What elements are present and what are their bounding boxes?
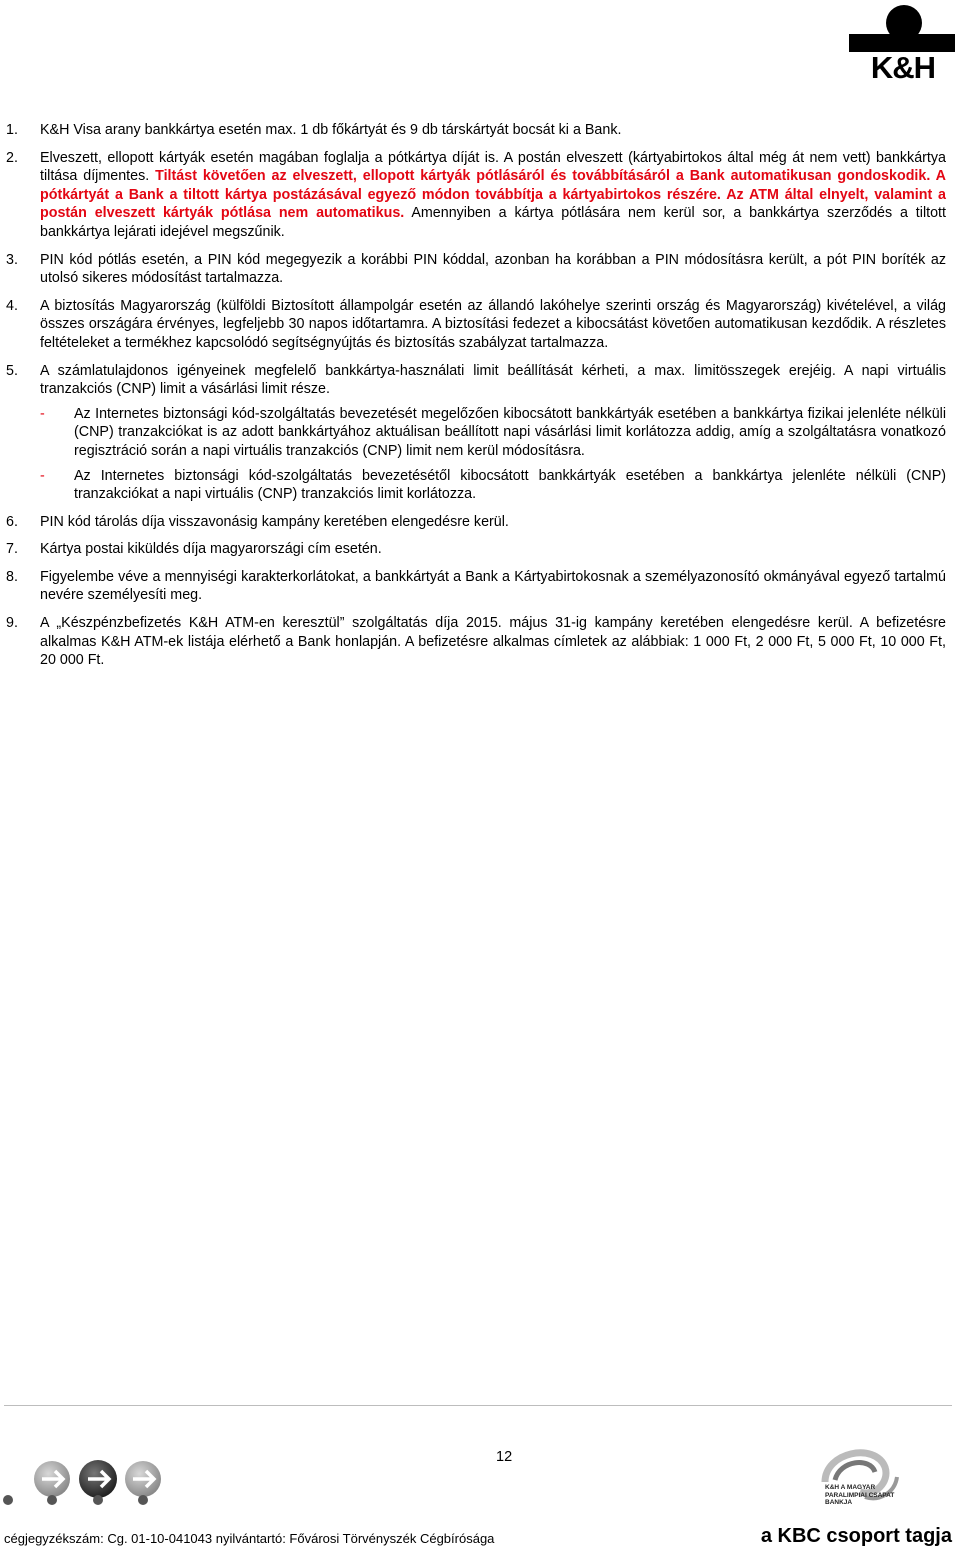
- note-text: K&H Visa arany bankkártya esetén max. 1 db főkártyát és 9 db társkártyát bocsát ki a Bank.: [40, 122, 622, 138]
- note-number: 7.: [6, 541, 18, 558]
- note-highlight: Tiltást követően az elveszett, ellopott kártyák pótlásáról és továbbításáról a Bank automatikusan gondoskodik. A pótkártyát a Bank a tiltott kártya postázásával egyező módon továbbítja a kártyabirtokos részére. Az ATM által elnyelt, valamint a postán elveszett kártyák pótlása nem automatikus.: [40, 168, 947, 222]
- note-number: 2.: [6, 149, 18, 166]
- kh-logo: [848, 2, 958, 86]
- note-number: 4.: [6, 297, 18, 314]
- note-number: 9.: [6, 615, 18, 632]
- note-text: Kártya postai kiküldés díja magyarországi cím esetén.: [40, 541, 382, 558]
- note-number: 8.: [6, 568, 18, 585]
- note-text: A biztosítás Magyarország (külföldi Biztosított állampolgár esetén az állandó lakóhelye szerinti ország és Magyarország) kivételével, a világ összes országára érvényes, legfeljebb 30 napos időtartamra. A biztosítási fedezet a kibocsátást követően automatikusan kezdődik. A részletes feltételeket a termékhez kapcsolódó segítségnyújtás és biztosítás szabályzat tartalmazza.: [40, 297, 946, 351]
- note-number: 5.: [6, 362, 18, 379]
- page-number: 12: [496, 1449, 513, 1465]
- note-number: 1.: [6, 122, 18, 138]
- note-text: Elveszett, ellopott kártyák esetén magában foglalja a pótkártya díját is. A postán elveszett (kártyabirtokos által még át nem vett) bankkártya tiltása díjmentes.: [40, 149, 946, 185]
- note-text: A „Készpénzbefizetés K&H ATM-en keresztül” szolgáltatás díja 2015. május 31-ig kampány keretében elengedésre kerül. A befizetésre alkalmas K&H ATM-ek listája elérhető a Bank honlapján. A befizetésre alkalmas címletek az alábbiak: 1 000 Ft, 2 000 Ft, 5 000 Ft, 10 000 Ft, 20 000 Ft.: [40, 615, 946, 669]
- note-number: 3.: [6, 251, 18, 268]
- note-text: PIN kód pótlás esetén, a PIN kód megegyezik a korábbi PIN kóddal, azonban ha korábban a PIN módosításra került, a pót PIN boríték az utolsó sikeres módosítást tartalmazza.: [40, 251, 946, 287]
- registration-info: cégjegyzékszám: Cg. 01-10-041043 nyilvántartó: Fővárosi Törvényszék Cégbírósága: [4, 1531, 495, 1546]
- fee-notes: [6, 121, 946, 679]
- note-1: [6, 121, 946, 140]
- note-text: Figyelembe véve a mennyiségi karakterkorlátokat, a bankkártyát a Bank a Kártyabirtokosnak a személyazonosító okmányával egyező tartalmú nevére személyesíti meg.: [40, 568, 946, 604]
- note-text: Amennyiben a kártya pótlására nem kerül sor, a bankkártya szerződés a tiltott bankkártya lejárati idejével megszűnik.: [40, 205, 946, 240]
- paralympic-swirl-icon: [805, 1442, 905, 1522]
- emblem-text: K&H A MAGYAR PARALIMPIAI CSAPAT BANKJA: [825, 1484, 895, 1506]
- note-text: PIN kód tárolás díja visszavonásig kampány keretében elengedésre kerül.: [40, 513, 509, 530]
- sub-note-2: [40, 467, 946, 504]
- note-6: [6, 513, 946, 532]
- note-number: 6.: [6, 513, 18, 530]
- paralympic-emblem: [805, 1442, 905, 1522]
- sub-note-text: Az Internetes biztonsági kód-szolgáltatás bevezetését megelőzően kibocsátott bankkártyák esetében a bankkártya fizikai jelenléte nélküli (CNP) tranzakciókat is az adott bankkártyához aktuálisan beállított napi vásárlási limit korlátozza addig, amíg a szolgáltatásra vonatkozó regisztráció során a napi virtuális tranzakciós (CNP) limit nem kerül módosításra.: [74, 405, 946, 459]
- note-5: [6, 362, 946, 504]
- dash-bullet: -: [40, 405, 45, 422]
- logo-text: K&H: [870, 50, 936, 85]
- arrow-circles-icon: [0, 1455, 200, 1515]
- note-4: [6, 297, 946, 353]
- note-text: A számlatulajdonos igényeinek megfelelő bankkártya-használati limit beállítását kérheti, a max. limitösszegek erejéig. A napi virtuális tranzakciós (CNP) limit a vásárlási limit része.: [40, 362, 946, 398]
- footer-arrows: [0, 1455, 200, 1515]
- sub-note-text: Az Internetes biztonsági kód-szolgáltatás bevezetésétől kibocsátott bankkártyák esetében a bankkártya jelenléte nélküli (CNP) tranzakciókat a napi virtuális (CNP) tranzakciós limit korlátozza.: [74, 467, 946, 503]
- note-9: [6, 614, 946, 670]
- sub-note-1: [40, 405, 946, 461]
- footer-divider: [4, 1405, 952, 1406]
- note-8: [6, 568, 946, 605]
- note-7: [6, 540, 946, 559]
- dash-bullet: -: [40, 467, 45, 484]
- note-3: [6, 251, 946, 288]
- note-2: [6, 149, 946, 242]
- kbc-tagline: a KBC csoport tagja: [760, 1525, 952, 1547]
